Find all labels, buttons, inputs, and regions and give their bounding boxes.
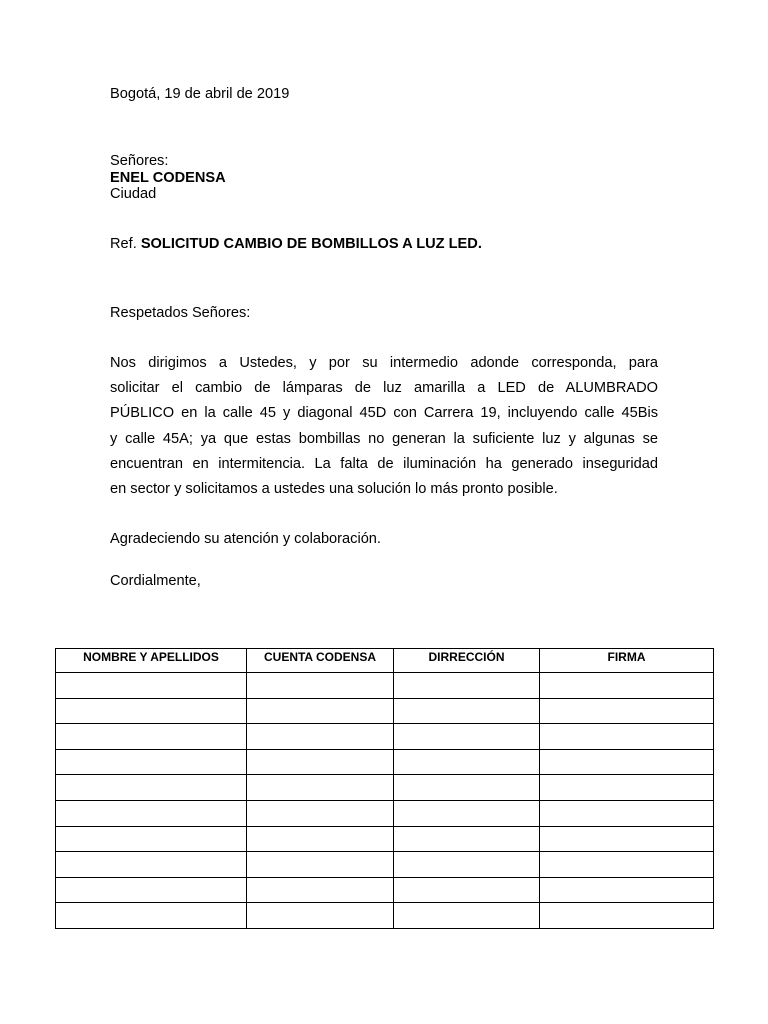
- table-cell-name: [56, 800, 247, 826]
- table-cell-address: [394, 826, 540, 852]
- table-cell-name: [56, 826, 247, 852]
- table-cell-name: [56, 749, 247, 775]
- closing-line: Cordialmente,: [110, 573, 201, 589]
- table-cell-address: [394, 852, 540, 878]
- table-cell-address: [394, 749, 540, 775]
- table-cell-account: [247, 903, 394, 929]
- table-cell-name: [56, 877, 247, 903]
- body-line: solicitar el cambio de lámparas de luz amarilla a LED de ALUMBRADO: [110, 380, 658, 397]
- table-row: [56, 673, 714, 699]
- table-cell-name: [56, 698, 247, 724]
- table-cell-address: [394, 673, 540, 699]
- reference-line: [110, 236, 482, 253]
- table-cell-account: [247, 698, 394, 724]
- table-cell-address: [394, 775, 540, 801]
- table-row: [56, 852, 714, 878]
- thanks-line: Agradeciendo su atención y colaboración.: [110, 531, 381, 547]
- table-row: [56, 724, 714, 750]
- table-cell-address: [394, 877, 540, 903]
- table-cell-address: [394, 698, 540, 724]
- table-cell-account: [247, 673, 394, 699]
- table-cell-name: [56, 673, 247, 699]
- table-cell-account: [247, 826, 394, 852]
- table-cell-signature: [540, 800, 714, 826]
- table-cell-account: [247, 749, 394, 775]
- table-cell-signature: [540, 852, 714, 878]
- table-cell-address: [394, 903, 540, 929]
- table-cell-name: [56, 852, 247, 878]
- body-line: Nos dirigimos a Ustedes, y por su intermedio adonde corresponda, para: [110, 355, 658, 371]
- reference-subject: SOLICITUD CAMBIO DE BOMBILLOS A LUZ LED.: [140, 236, 482, 252]
- table-row: [56, 826, 714, 852]
- table-cell-address: [394, 724, 540, 750]
- table-cell-name: [56, 724, 247, 750]
- column-header-account: CUENTA CODENSA: [247, 649, 394, 673]
- table-cell-name: [56, 775, 247, 801]
- table-row: [56, 775, 714, 801]
- table-cell-signature: [540, 749, 714, 775]
- table-cell-account: [247, 724, 394, 750]
- table-cell-account: [247, 800, 394, 826]
- signature-table: [55, 648, 714, 929]
- table-row: [56, 749, 714, 775]
- table-cell-signature: [540, 826, 714, 852]
- letter-date: Bogotá, 19 de abril de 2019: [110, 86, 290, 102]
- table-row: [56, 800, 714, 826]
- signature-table-body: [56, 673, 714, 929]
- table-cell-signature: [540, 698, 714, 724]
- table-cell-signature: [540, 877, 714, 903]
- body-line: encuentran en intermitencia. La falta de iluminación ha generado inseguridad: [110, 455, 658, 472]
- table-cell-signature: [540, 903, 714, 929]
- table-cell-signature: [540, 724, 714, 750]
- table-row: [56, 903, 714, 929]
- table-cell-account: [247, 877, 394, 903]
- table-cell-signature: [540, 673, 714, 699]
- table-row: [56, 877, 714, 903]
- table-row: [56, 698, 714, 724]
- table-cell-account: [247, 775, 394, 801]
- recipient-salutation: Señores:: [110, 153, 169, 169]
- body-paragraph: [110, 351, 658, 502]
- body-line: en sector y solicitamos a ustedes una solución lo más pronto posible.: [110, 481, 558, 498]
- recipient-city: Ciudad: [110, 186, 157, 202]
- table-header-row: [56, 649, 714, 673]
- greeting: Respetados Señores:: [110, 305, 251, 321]
- table-cell-account: [247, 852, 394, 878]
- column-header-address: DIRRECCIÓN: [394, 649, 540, 673]
- table-cell-address: [394, 800, 540, 826]
- body-line: PÚBLICO en la calle 45 y diagonal 45D con Carrera 19, incluyendo calle 45Bis: [110, 405, 658, 422]
- table-cell-signature: [540, 775, 714, 801]
- recipient-company: ENEL CODENSA: [110, 170, 226, 186]
- column-header-name: NOMBRE Y APELLIDOS: [56, 649, 247, 673]
- column-header-signature: FIRMA: [540, 649, 714, 673]
- body-line: y calle 45A; ya que estas bombillas no generan la suficiente luz y algunas se: [110, 430, 658, 447]
- table-cell-name: [56, 903, 247, 929]
- reference-prefix: Ref.: [110, 236, 137, 252]
